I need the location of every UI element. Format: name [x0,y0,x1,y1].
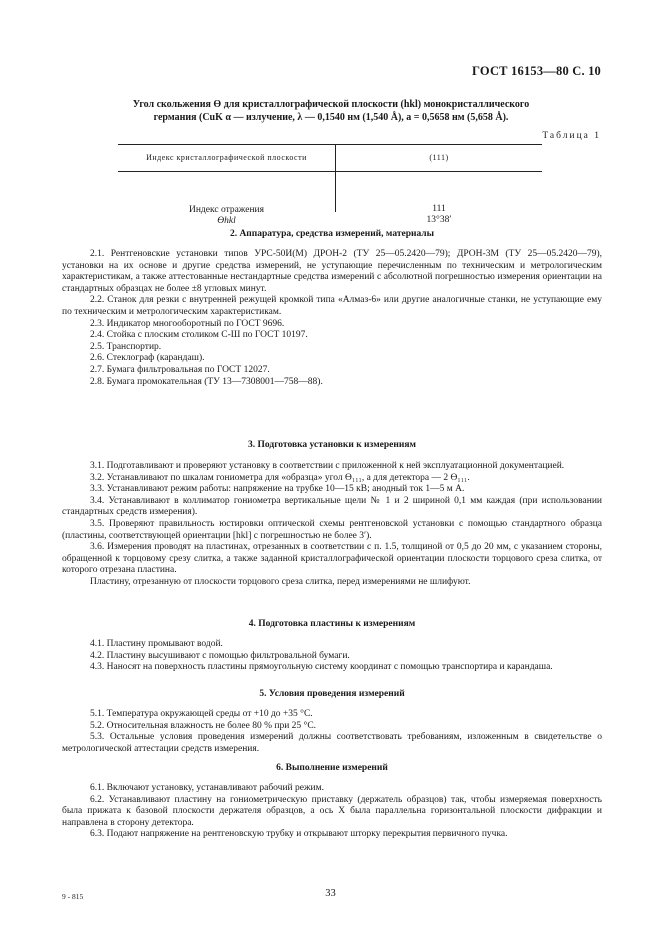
section-2-title: 2. Аппаратура, средства измерений, материалы [229,229,435,239]
paragraph-2-8: 2.8. Бумага промокательная (ТУ 13—7308001—758—88). [90,376,323,387]
table-header-plane-index: Индекс кристаллографической плоскости [118,145,336,171]
section-4-title: 4. Подготовка пластины к измерениям [248,619,416,629]
table-header-plane-value: (111) [429,153,449,162]
section-3-body [62,461,602,589]
section-4-body [62,639,602,674]
reflection-index-value: 111 [432,204,446,214]
section-5-title: 5. Условия проведения измерений [259,689,405,699]
paragraph-5-2: 5.2. Относительная влажность не более 80 % при 25 °С. [90,720,317,731]
theta-hkl-value: 13°38′ [426,214,452,225]
paragraph-6-2: 6.2. Устанавливают пластину на гониометрическую приставку (держатель образцов) так, чтобы измеряемая поверхность была прижата к базовой плоскости держателя образцов, а ось X была параллельна горизонтальной плоскости дифракции и направлена в сторону детектора. [62,794,602,828]
paragraph-4-3: 4.3. Наносят на поверхность пластины прямоугольную систему координат с помощью транспортира и карандаша. [90,662,553,673]
reflection-index-label: Индекс отражения [188,205,265,215]
paragraph-3-3: 3.3. Устанавливают режим работы: напряжение на трубке 10—15 кВ; анодный ток 1—5 м А. [90,484,465,495]
table-row [118,172,542,226]
paragraph-2-3: 2.3. Индикатор многооборотный по ГОСТ 9696. [90,318,285,329]
paragraph-5-1: 5.1. Температура окружающей среды от +10 до +35 °С. [90,709,313,719]
paragraph-2-6: 2.6. Стеклограф (карандаш). [90,353,205,364]
paragraph-3-5: 3.5. Проверяют правильность юстировки оптической схемы рентгеновской установки с помощью стандартного образца (пластины, соответствующей ориентации [hkl] с погрешностью не более 3′). [62,518,602,541]
page-header: ГОСТ 16153—80 С. 10 [472,64,601,78]
paragraph-6-1: 6.1. Включают установку, устанавливают рабочий режим. [90,783,324,793]
paragraph-4-2: 4.2. Пластину высушивают с помощью фильтровальной бумаги. [90,650,350,661]
paragraph-2-2: 2.2. Станок для резки с внутренней режущей кромкой типа «Алмаз-6» или другие аналогичные станки, не уступающие ему по техническим и метрологическим характеристикам. [62,295,602,317]
table-caption [92,99,570,124]
section-6-title: 6. Выполнение измерений [276,763,388,773]
paragraph-2-1: 2.1. Рентгеновские установки типов УРС-50И(М) ДРОН-2 (ТУ 25—05.2420—79); ДРОН-3М (ТУ 25—05.2420—79), установки на их основе и другие средства измерений, не уступающие перечисленным по техническим и метрологическим характеристикам, а также аттестованные нестандартные средства измерений с абсолютной погрешностью измерения ориентации на стандартных образцах не более ±8 угловых минут. [62,249,602,294]
paragraph-3-4: 3.4. Устанавливают в коллиматор гониометра вертикальные щели № 1 и 2 шириной 0,1 мм каждая (при использовании стандартных средств измерения). [62,495,602,518]
theta-hkl-label: ϴhkl [217,215,236,226]
paragraph-2-5: 2.5. Транспортир. [90,341,162,352]
section-3-title: 3. Подготовка установки к измерениям [248,440,416,450]
paragraph-2-7: 2.7. Бумага фильтровальная по ГОСТ 12027. [90,364,270,375]
page-number: 33 [325,888,336,899]
paragraph-3-1: 3.1. Подготавливают и проверяют установку в соответствии с приложенной к ней эксплуатационной документацией. [90,461,565,471]
paragraph-3-2: 3.2. Устанавливают по шкалам гониометра для «образца» угол ϴ₁₁₁, а для детектора — 2 ϴ₁₁₁. [90,472,470,483]
paragraph-6-3: 6.3. Подают напряжение на рентгеновскую трубку и открывают шторку перекрытия первичного пучка. [90,829,508,840]
paragraph-2-4: 2.4. Стойка с плоским столиком С-Ш по ГОСТ 10197. [90,330,308,341]
section-5-body [62,709,602,755]
table-header-row [118,144,542,172]
data-table [118,144,542,226]
caption-line-2: германия (CuK α — излучение, λ — 0,1540 нм (1,540 Å), a = 0,5658 нм (5,658 Å). [153,111,509,123]
footer-code: 9 - 815 [62,892,84,901]
table-row-values [336,172,542,225]
section-2-body [62,249,602,388]
paragraph-3-6: 3.6. Измерения проводят на пластинах, отрезанных в соответствии с п. 1.5, толщиной от 0,5 до 20 мм, с указанием стороны, обращенной к торцовому срезу слитка, а также заданной кристаллографической ориентации плоскости торцового среза слитка, от которого отрезана пластина. [62,542,602,576]
paragraph-3-7: Пластину, отрезанную от плоскости торцового среза слитка, перед измерениями не шлифуют. [90,576,471,587]
caption-line-1: Угол скольжения ϴ для кристаллографической плоскости (hkl) монокристаллического [132,99,530,110]
paragraph-5-3: 5.3. Остальные условия проведения измерений должны соответствовать требованиям, изложенным в свидетельстве о метрологической аттестации средств измерения. [62,732,602,754]
table-number-label: Таблица 1 [542,131,601,141]
table-row-labels [118,172,336,226]
section-6-body [62,783,602,841]
paragraph-4-1: 4.1. Пластину промывают водой. [90,639,223,649]
